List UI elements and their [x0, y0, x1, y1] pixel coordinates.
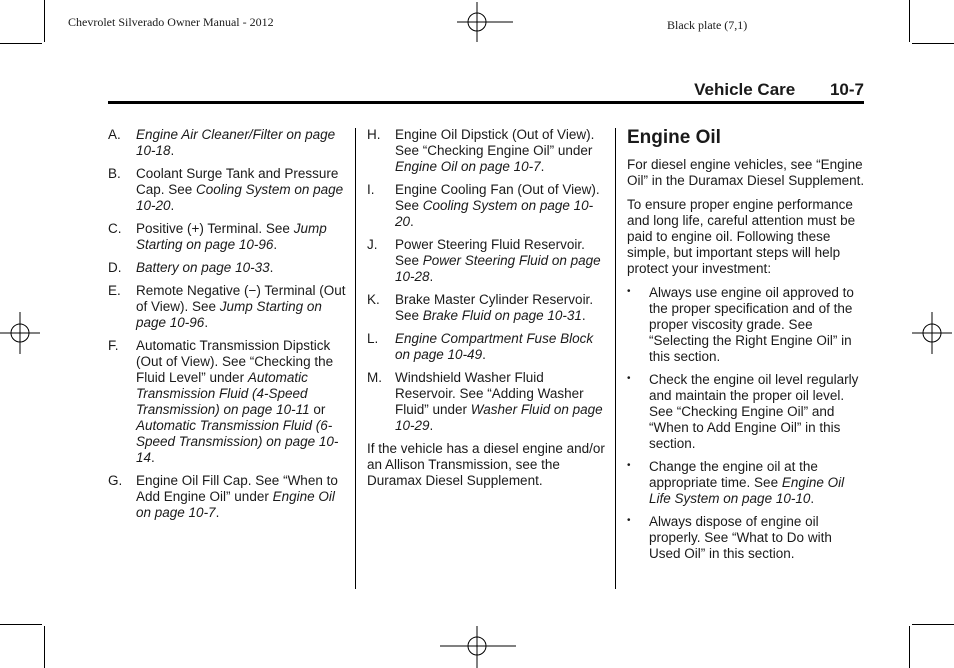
crop-mark [912, 624, 954, 625]
manual-title: Chevrolet Silverado Owner Manual - 2012 [68, 15, 274, 29]
bullet-icon: • [627, 515, 631, 526]
bullet-text [649, 459, 867, 507]
crop-mark [0, 43, 42, 44]
text-run: . [215, 505, 220, 520]
crop-mark [44, 0, 45, 42]
bullet-item [627, 285, 867, 365]
callout-label: K. [367, 292, 380, 307]
text-run: Power Steering Fluid Reservoir. See [395, 237, 585, 268]
text-run: Always use engine oil approved to the proper specification and of the proper viscosity grade. See “Selecting the Right Engine Oil” in this section. [649, 285, 854, 364]
text-run: . [273, 237, 278, 252]
callout-text [395, 237, 605, 285]
callout-label: A. [108, 127, 121, 142]
callout-item [108, 283, 346, 331]
crop-mark [44, 626, 45, 668]
callout-item [367, 331, 605, 363]
cross-reference: Engine Compartment Fuse Block on page 10-49 [395, 331, 594, 362]
registration-mark-icon [912, 312, 952, 354]
text-run: . [581, 308, 586, 323]
text-run: . [410, 214, 414, 229]
callout-label: C. [108, 221, 122, 236]
cross-reference: Engine Oil Life System on page 10-10 [649, 475, 845, 506]
callout-label: B. [108, 166, 121, 181]
text-run: . [269, 260, 274, 275]
section-name: Vehicle Care [694, 80, 796, 99]
text-run: Coolant Surge Tank and Pressure Cap. See [136, 166, 339, 197]
cross-reference: Washer Fluid on page 10-29 [395, 402, 603, 433]
text-run: Change the engine oil at the appropriate time. See [649, 459, 818, 490]
text-run: . [429, 269, 434, 284]
text-run: or [309, 402, 326, 417]
callout-label: D. [108, 260, 122, 275]
cross-reference: Cooling System on page 10-20 [395, 198, 594, 229]
callout-item [367, 182, 605, 230]
cross-reference: Automatic Transmission Fluid (6-Speed Transmission) on page 10-14 [136, 418, 339, 465]
header-rule [108, 101, 864, 104]
callout-item [367, 237, 605, 285]
registration-mark-icon [0, 312, 40, 354]
text-run: . [204, 315, 209, 330]
cross-reference: Power Steering Fluid on page 10-28 [395, 253, 601, 284]
callout-item [108, 260, 346, 276]
bullet-text [649, 285, 867, 365]
callout-label: M. [367, 370, 382, 385]
bullet-icon: • [627, 373, 631, 384]
callout-text [136, 473, 346, 521]
callout-text [136, 221, 346, 253]
text-run: Brake Master Cylinder Reservoir. See [395, 292, 594, 323]
callout-label: I. [367, 182, 375, 197]
text-run: Engine Oil Fill Cap. See “When to Add Engine Oil” under [136, 473, 338, 504]
callout-item [367, 370, 605, 434]
callout-text [136, 260, 346, 276]
callout-label: H. [367, 127, 381, 142]
callout-text [136, 166, 346, 214]
text-run: Always dispose of engine oil properly. See “What to Do with Used Oil” in this section. [649, 514, 832, 561]
column-1 [108, 127, 346, 528]
callout-text [395, 182, 605, 230]
text-run: Positive (+) Terminal. See [136, 221, 294, 236]
text-run: Engine Cooling Fan (Out of View). See [395, 182, 600, 213]
text-run: Automatic Transmission Dipstick (Out of View). See “Checking the Fluid Level” under [136, 338, 334, 385]
column-divider [615, 128, 616, 589]
crop-mark [912, 43, 954, 44]
intro-paragraph: To ensure proper engine performance and long life, careful attention must be paid to engine oil. Following these simple, but important steps will help protect your investment: [627, 197, 856, 276]
text-run: Engine Oil Dipstick (Out of View). See “Checking Engine Oil” under [395, 127, 595, 158]
callout-label: E. [108, 283, 121, 298]
text-run: . [170, 198, 175, 213]
text-run: . [810, 491, 815, 506]
text-run: Remote Negative (−) Terminal (Out of View). See [136, 283, 346, 314]
callout-label: G. [108, 473, 123, 488]
cross-reference: Automatic Transmission Fluid (4-Speed Transmission) on page 10-11 [136, 370, 310, 417]
callout-item [108, 221, 346, 253]
text-run: . [540, 159, 545, 174]
diesel-note: If the vehicle has a diesel engine and/or an Allison Transmission, see the Duramax Diesel Supplement. [367, 441, 605, 488]
callout-item [367, 292, 605, 324]
cross-reference: Engine Oil on page 10-7 [136, 489, 335, 520]
callout-text [136, 283, 346, 331]
bullet-item [627, 514, 867, 562]
text-run: . [170, 143, 175, 158]
cross-reference: Cooling System on page 10-20 [136, 182, 344, 213]
text-run: . [482, 347, 486, 362]
bullet-icon: • [627, 460, 631, 471]
text-run: . [429, 418, 434, 433]
section-header [694, 80, 864, 100]
callout-item [367, 127, 605, 175]
bullet-item [627, 372, 867, 452]
diesel-paragraph: For diesel engine vehicles, see “Engine Oil” in the Duramax Diesel Supplement. [627, 157, 865, 188]
callout-item [108, 127, 346, 159]
callout-label: J. [367, 237, 378, 252]
callout-text [395, 292, 605, 324]
bullet-text [649, 514, 867, 562]
callout-label: F. [108, 338, 119, 353]
callout-item [108, 166, 346, 214]
crop-mark [909, 626, 910, 668]
registration-mark-icon [440, 626, 516, 668]
callout-text [136, 338, 346, 466]
cross-reference: Battery on page 10-33 [136, 260, 270, 275]
cross-reference: Jump Starting on page 10-96 [136, 221, 327, 252]
cross-reference: Engine Air Cleaner/Filter on page 10-18 [136, 127, 336, 158]
column-2 [367, 127, 605, 497]
callout-item [108, 338, 346, 466]
plate-label: Black plate (7,1) [667, 18, 748, 32]
callout-text [395, 331, 605, 363]
callout-text [395, 370, 605, 434]
bullet-icon: • [627, 286, 631, 297]
registration-mark-icon [457, 2, 533, 42]
cross-reference: Jump Starting on page 10-96 [136, 299, 322, 330]
text-run: . [151, 450, 155, 465]
crop-mark [909, 0, 910, 42]
page-number: 10-7 [829, 80, 864, 99]
crop-mark [0, 624, 42, 625]
text-run: Windshield Washer Fluid Reservoir. See “Adding Washer Fluid” under [395, 370, 584, 417]
bullet-text [649, 372, 867, 452]
callout-text [395, 127, 605, 175]
callout-item [108, 473, 346, 521]
column-divider [355, 128, 356, 589]
callout-label: L. [367, 331, 379, 346]
section-title: Engine Oil [627, 127, 721, 148]
column-3 [627, 127, 867, 569]
cross-reference: Brake Fluid on page 10-31 [422, 308, 582, 323]
bullet-item [627, 459, 867, 507]
cross-reference: Engine Oil on page 10-7 [395, 159, 541, 174]
text-run: Check the engine oil level regularly and maintain the proper oil level. See “Checking Engine Oil” and “When to Add Engine Oil” in this section. [649, 372, 859, 451]
callout-text [136, 127, 346, 159]
